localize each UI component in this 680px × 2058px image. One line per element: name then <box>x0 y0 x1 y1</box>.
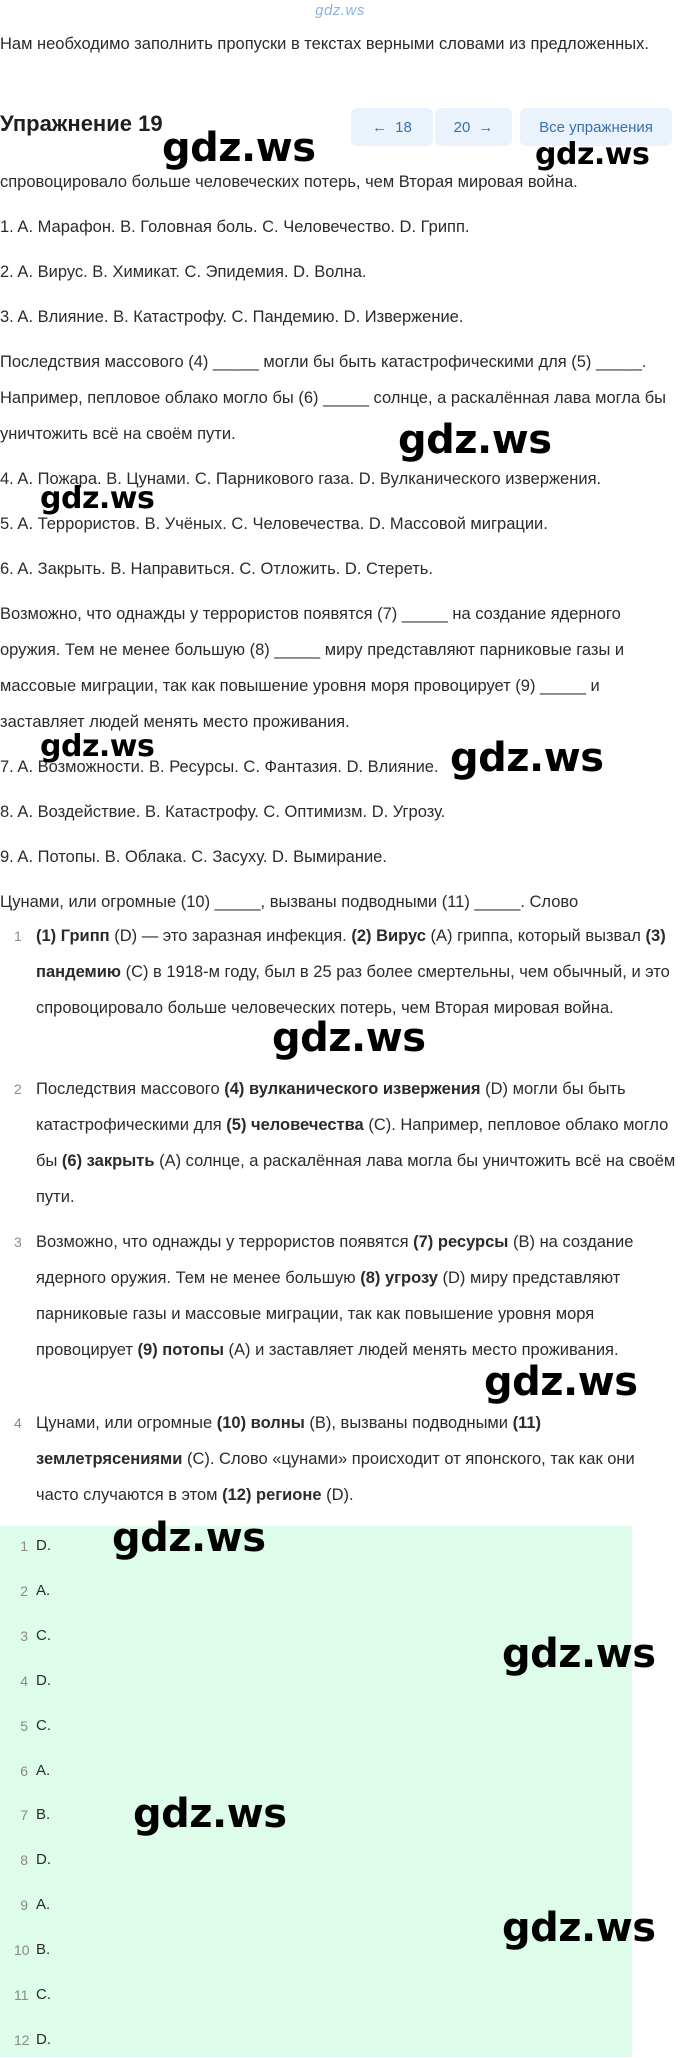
task-options-1: 1. A. Марафон. B. Головная боль. C. Человечество. D. Грипп. <box>0 218 470 236</box>
task-options-3: 3. A. Влияние. B. Катастрофу. C. Пандемию. D. Извержение. <box>0 308 464 326</box>
watermark: gdz.ws <box>272 1015 426 1061</box>
watermark: gdz.ws <box>40 481 155 516</box>
next-exercise-button[interactable] <box>435 108 512 146</box>
short-answer-value: C. <box>36 1986 51 2003</box>
answer-keyword: (8) угрозу <box>360 1269 438 1287</box>
answer-fragment: (B), вызваны подводными <box>304 1414 513 1432</box>
short-answer-row <box>0 1573 632 1609</box>
task-options-9: 9. A. Потопы. B. Облака. C. Засуху. D. Вымирание. <box>0 848 387 866</box>
answer-keyword: (10) волны <box>216 1414 305 1432</box>
answer-fragment: Цунами, или огромные <box>36 1414 217 1432</box>
all-exercises-label: Все упражнения <box>539 118 653 136</box>
short-answer-number: 2 <box>20 1583 28 1599</box>
short-answer-value: C. <box>36 1627 51 1644</box>
answer-text <box>36 1405 676 1513</box>
task-options-7: 7. A. Возможности. B. Ресурсы. C. Фантазия. D. Влияние. <box>0 758 439 776</box>
answer-keyword: (12) регионе <box>222 1486 322 1504</box>
short-answer-number: 4 <box>20 1673 28 1689</box>
task-text-2: Последствия массового (4) _____ могли бы быть катастрофическими для (5) _____. Например, пепловое облако могло бы (6) _____ солнце, а раскалённая лава могла бы уничтожить всё на своём пути. <box>0 353 667 443</box>
answer-fragment: (B) на создание ядерного оружия. Тем не менее большую <box>36 1233 634 1287</box>
answer-fragment: (D) могли бы быть катастрофическими для <box>36 1080 626 1134</box>
prev-exercise-label: 18 <box>395 118 412 136</box>
short-answer-number: 11 <box>14 1987 29 2003</box>
answer-keyword: (9) потопы <box>137 1341 224 1359</box>
short-answer-number: 10 <box>14 1942 30 1958</box>
watermark: gdz.ws <box>502 1905 656 1951</box>
short-answer-number: 1 <box>20 1538 28 1554</box>
prev-exercise-button[interactable] <box>351 108 433 146</box>
answer-fragment: (C). Например, пепловое облако могло бы <box>36 1116 669 1170</box>
short-answer-value: A. <box>36 1762 51 1779</box>
answer-fragment: (C). Слово «цунами» происходит от японского, так как они часто случаются в этом <box>36 1450 635 1504</box>
short-answer-value: D. <box>36 1851 51 1868</box>
next-exercise-label: 20 <box>453 118 471 136</box>
short-answer-row <box>0 1708 632 1744</box>
arrow-right-icon: → <box>478 118 494 136</box>
answer-fragment: (A) и заставляет людей менять место проживания. <box>223 1341 619 1359</box>
answer-fragment: (D) миру представляют парниковые газы и массовые миграции, так как повышение уровня моря провоцирует <box>36 1269 621 1359</box>
answer-number: 4 <box>14 1415 22 1431</box>
watermark: gdz.ws <box>112 1515 266 1561</box>
task-options-2: 2. A. Вирус. B. Химикат. C. Эпидемия. D. Волна. <box>0 263 367 281</box>
task-options-5: 5. A. Террористов. B. Учёных. C. Человечества. D. Массовой миграции. <box>0 515 548 533</box>
short-answer-number: 9 <box>20 1897 28 1913</box>
short-answer-number: 12 <box>14 2032 30 2048</box>
task-text-top: спровоцировало больше человеческих потерь, чем Вторая мировая война. <box>0 173 578 191</box>
task-options-4: 4. A. Пожара. B. Цунами. C. Парникового газа. D. Вулканического извержения. <box>0 470 602 488</box>
answer-fragment: (C) в 1918-м году, был в 25 раз более смертельны, чем обычный, и это спровоцировало больше человеческих потерь, чем Вторая мировая война. <box>36 963 670 1017</box>
short-answer-value: D. <box>36 2031 51 2048</box>
answer-fragment: (A) солнце, а раскалённая лава могла бы уничтожить всё на своём пути. <box>36 1152 676 1206</box>
answer-keyword: (3) пандемию <box>36 927 666 981</box>
short-answer-number: 7 <box>20 1807 28 1823</box>
answer-keyword: (11) землетрясениями <box>36 1414 542 1468</box>
answer-keyword: (5) человечества <box>226 1116 364 1134</box>
short-answer-value: C. <box>36 1717 51 1734</box>
short-answer-number: 6 <box>20 1763 28 1779</box>
short-answer-number: 8 <box>20 1852 28 1868</box>
short-answer-row <box>0 1797 632 1833</box>
short-answer-row <box>0 1528 632 1564</box>
intro-text: Нам необходимо заполнить пропуски в текстах верными словами из предложенных. <box>0 35 649 53</box>
answer-number: 3 <box>14 1234 22 1250</box>
page-title: Упражнение 19 <box>0 111 163 136</box>
arrow-left-icon: ← <box>372 118 388 136</box>
task-text-4: Цунами, или огромные (10) _____, вызваны подводными (11) _____. Слово <box>0 893 579 911</box>
site-logo[interactable]: gdz.ws <box>315 2 365 19</box>
short-answer-number: 3 <box>20 1628 28 1644</box>
answer-text <box>36 918 676 1026</box>
watermark: gdz.ws <box>450 735 604 781</box>
answer-keyword: (7) ресурсы <box>413 1233 509 1251</box>
answer-number: 1 <box>14 928 22 944</box>
short-answer-row <box>0 1977 632 2013</box>
answer-keyword: (4) вулканического извержения <box>224 1080 481 1098</box>
answer-fragment: Возможно, что однажды у террористов появятся <box>36 1233 414 1251</box>
short-answer-row <box>0 2022 632 2058</box>
answer-fragment: (D). <box>321 1486 354 1504</box>
answer-number: 2 <box>14 1081 22 1097</box>
watermark: gdz.ws <box>398 417 552 463</box>
short-answer-row <box>0 1753 632 1789</box>
watermark: gdz.ws <box>162 125 316 171</box>
task-options-6: 6. A. Закрыть. B. Направиться. C. Отложить. D. Стереть. <box>0 560 433 578</box>
short-answer-value: A. <box>36 1896 51 1913</box>
watermark: gdz.ws <box>535 137 650 172</box>
short-answer-row <box>0 1842 632 1878</box>
short-answer-value: D. <box>36 1672 51 1689</box>
short-answer-number: 5 <box>20 1718 28 1734</box>
short-answer-value: A. <box>36 1582 51 1599</box>
answer-keyword: (1) Грипп <box>36 927 110 945</box>
answer-keyword: (2) Вирус <box>351 927 426 945</box>
watermark: gdz.ws <box>484 1359 638 1405</box>
watermark: gdz.ws <box>40 729 155 764</box>
task-options-8: 8. A. Воздействие. B. Катастрофу. C. Оптимизм. D. Угрозу. <box>0 803 446 821</box>
short-answer-value: B. <box>36 1806 51 1823</box>
short-answer-value: B. <box>36 1941 51 1958</box>
answer-text <box>36 1071 676 1215</box>
answer-fragment: (A) гриппа, который вызвал <box>425 927 646 945</box>
watermark: gdz.ws <box>502 1631 656 1677</box>
answer-text <box>36 1224 676 1368</box>
short-answer-value: D. <box>36 1537 51 1554</box>
watermark: gdz.ws <box>133 1791 287 1837</box>
answer-keyword: (6) закрыть <box>61 1152 155 1170</box>
answer-fragment: (D) — это заразная инфекция. <box>109 927 352 945</box>
task-text-3: Возможно, что однажды у террористов появятся (7) _____ на создание ядерного оружия. Тем не менее большую (8) _____ миру представляют парниковые газы и массовые миграции, так как повышение уровня моря провоцирует (9) _____ и заставляет людей менять место проживания. <box>0 605 625 731</box>
answer-fragment: Последствия массового <box>36 1080 225 1098</box>
